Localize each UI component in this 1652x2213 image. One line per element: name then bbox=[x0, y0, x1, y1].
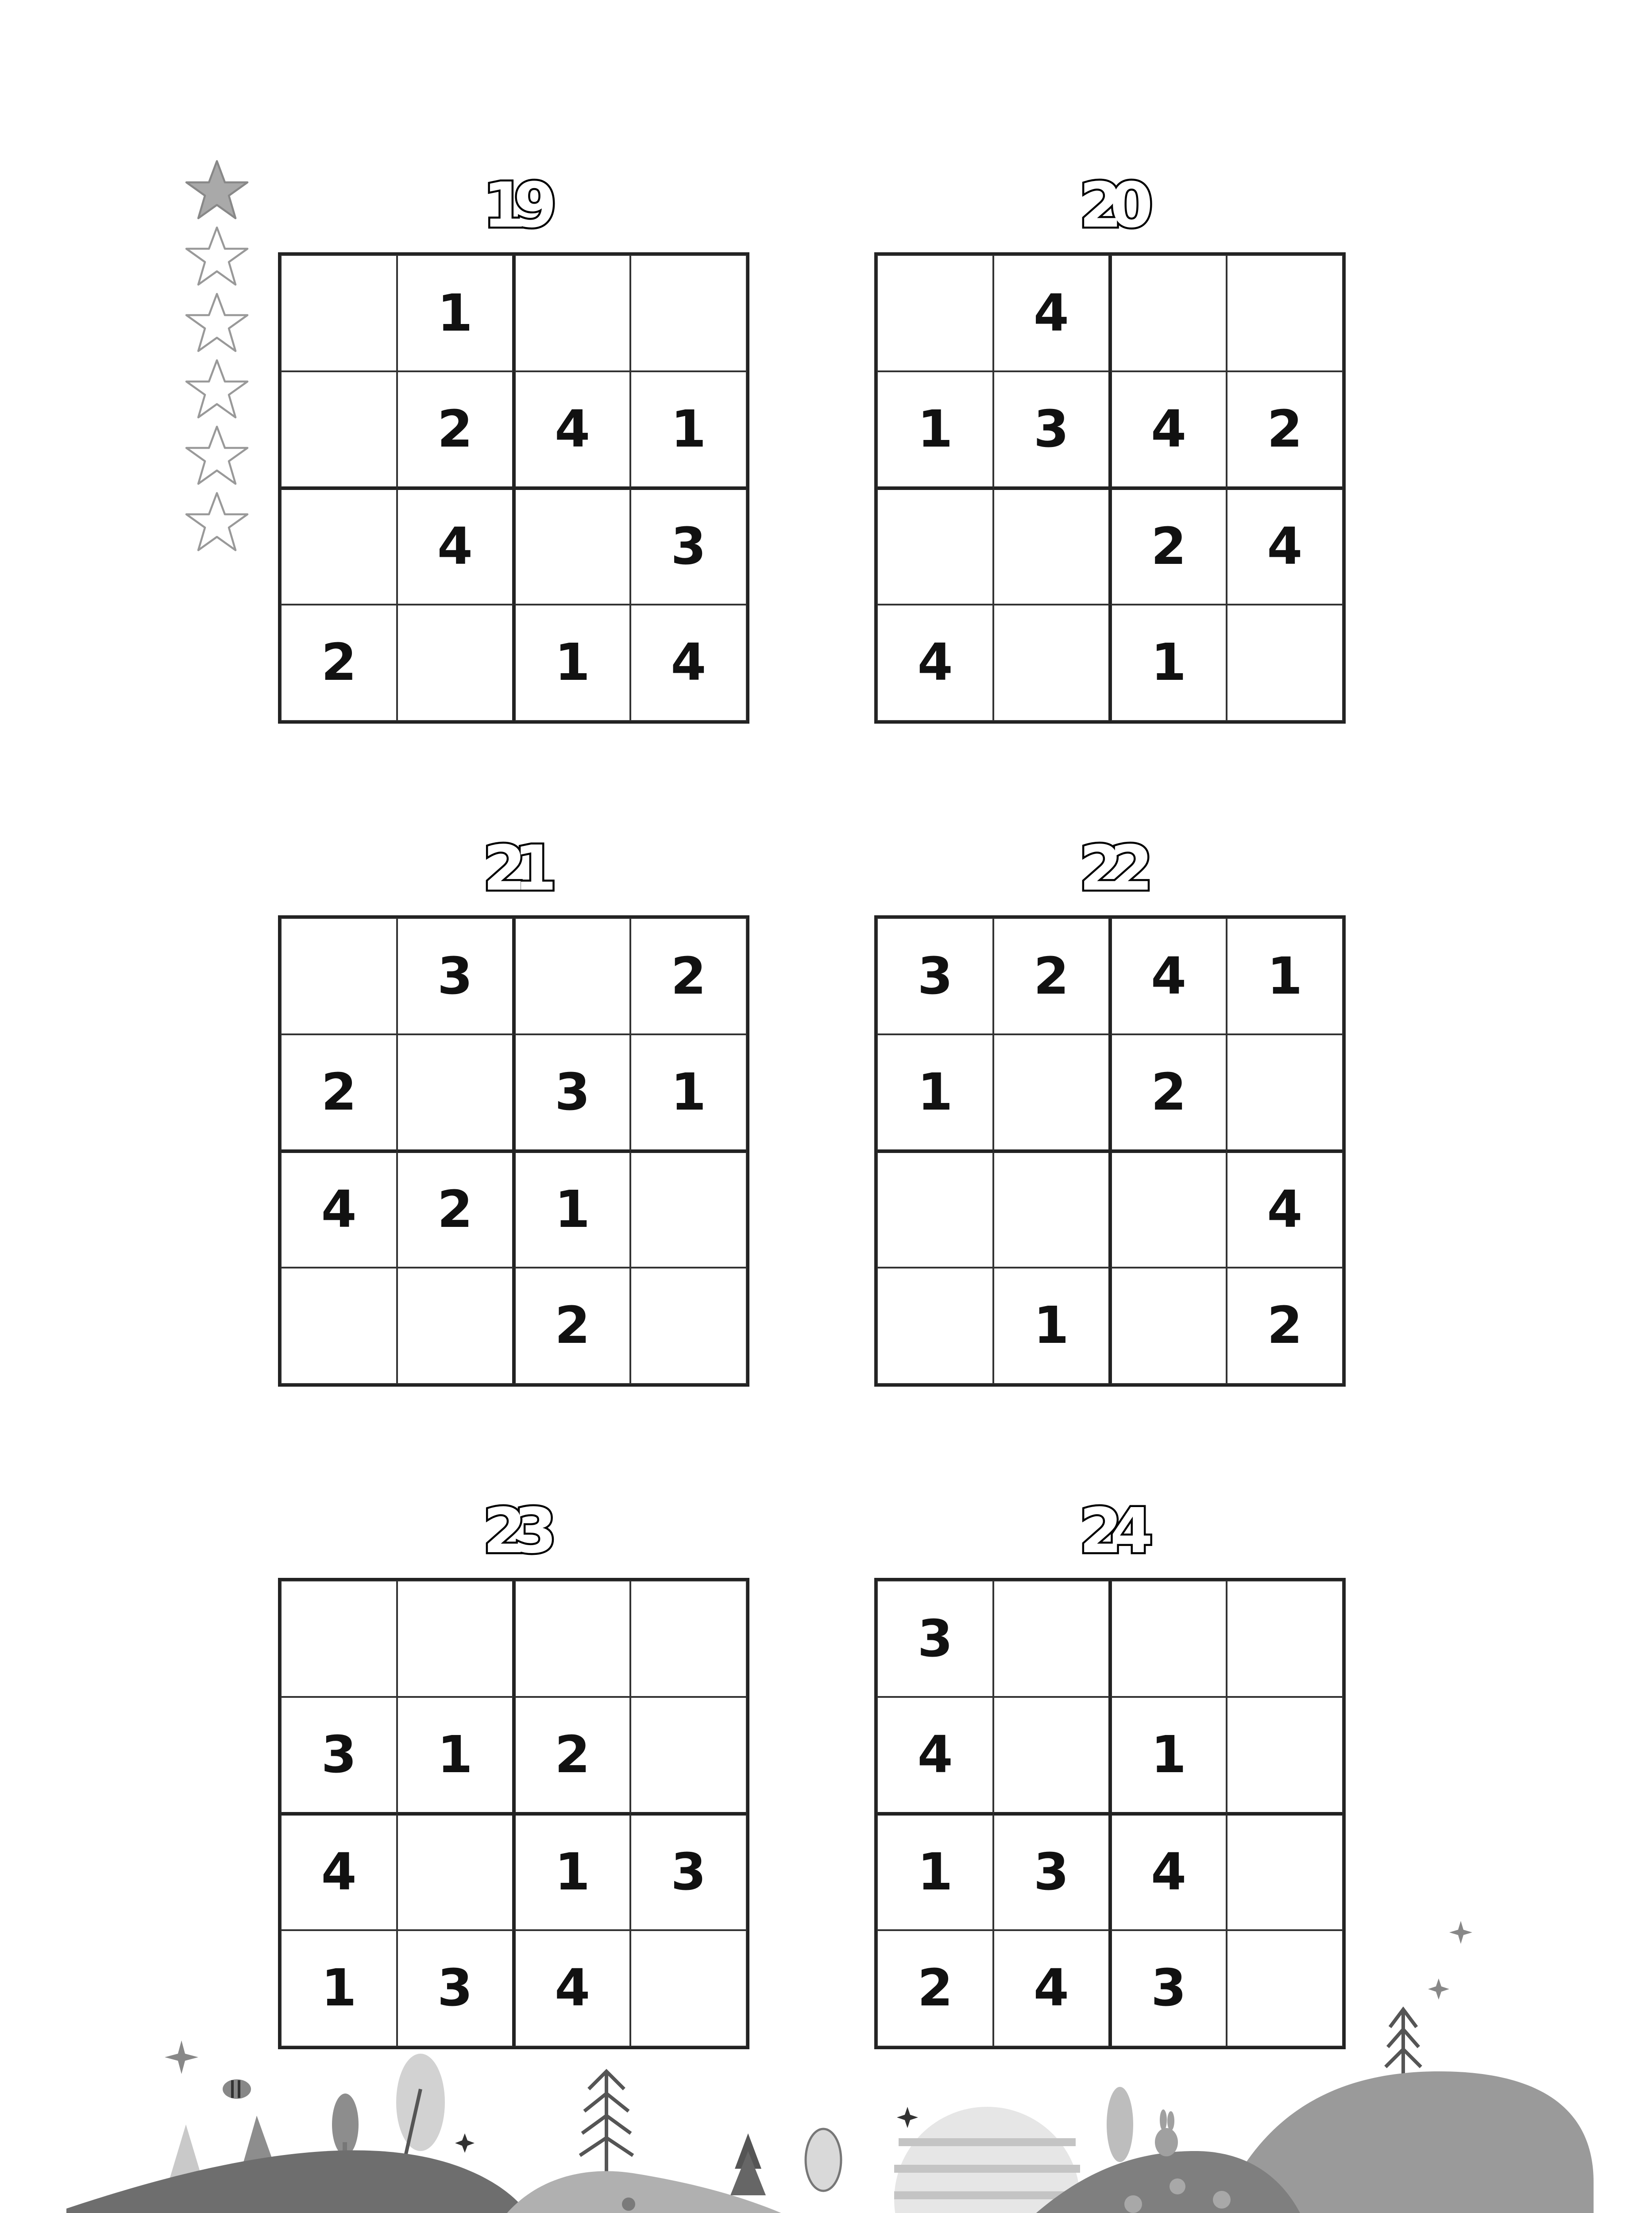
sudoku-cell-empty[interactable] bbox=[281, 488, 397, 605]
sudoku-cell-empty[interactable] bbox=[1110, 1151, 1227, 1268]
sudoku-cell-given: 3 bbox=[397, 918, 513, 1034]
puzzle-number: 20 bbox=[1079, 170, 1141, 242]
sudoku-cell-empty[interactable] bbox=[514, 488, 630, 605]
bee-icon bbox=[223, 2079, 251, 2099]
star-icon-empty bbox=[184, 224, 250, 290]
puzzle-number: 22 bbox=[1079, 833, 1141, 905]
sudoku-cell-given: 1 bbox=[877, 1034, 993, 1151]
sudoku-cell-empty[interactable] bbox=[993, 605, 1110, 721]
sudoku-grid bbox=[278, 252, 749, 724]
sudoku-cell-given: 3 bbox=[877, 1581, 993, 1697]
sudoku-cell-empty[interactable] bbox=[514, 255, 630, 371]
sudoku-cell-given: 1 bbox=[514, 1151, 630, 1268]
sudoku-cell-given: 1 bbox=[1227, 918, 1343, 1034]
sudoku-cell-empty[interactable] bbox=[993, 1581, 1110, 1697]
difficulty-rating bbox=[184, 157, 250, 555]
sudoku-cell-empty[interactable] bbox=[877, 1151, 993, 1268]
sudoku-cell-empty[interactable] bbox=[514, 1581, 630, 1697]
sudoku-cell-empty[interactable] bbox=[993, 1034, 1110, 1151]
sudoku-cell-empty[interactable] bbox=[993, 1697, 1110, 1813]
sudoku-cell-given: 4 bbox=[1110, 918, 1227, 1034]
sudoku-puzzle bbox=[278, 170, 749, 724]
sudoku-cell-given: 1 bbox=[630, 1034, 747, 1151]
sudoku-cell-given: 1 bbox=[397, 255, 513, 371]
sudoku-cell-empty[interactable] bbox=[993, 488, 1110, 605]
sudoku-grid bbox=[874, 915, 1346, 1387]
sudoku-cell-given: 1 bbox=[993, 1268, 1110, 1384]
sudoku-cell-empty[interactable] bbox=[397, 605, 513, 721]
sudoku-cell-empty[interactable] bbox=[281, 1581, 397, 1697]
sudoku-grid bbox=[278, 915, 749, 1387]
sudoku-cell-given: 4 bbox=[514, 1930, 630, 2047]
sudoku-cell-empty[interactable] bbox=[877, 255, 993, 371]
sudoku-cell-given: 3 bbox=[993, 1814, 1110, 1930]
sudoku-puzzle bbox=[278, 833, 749, 1387]
sudoku-cell-empty[interactable] bbox=[397, 1034, 513, 1151]
sudoku-cell-given: 4 bbox=[281, 1151, 397, 1268]
sudoku-cell-given: 2 bbox=[877, 1930, 993, 2047]
sudoku-cell-empty[interactable] bbox=[630, 1697, 747, 1813]
star-icon-empty bbox=[184, 290, 250, 356]
sudoku-cell-given: 1 bbox=[514, 605, 630, 721]
sudoku-cell-given: 1 bbox=[877, 1814, 993, 1930]
striped-sun bbox=[894, 2107, 1080, 2213]
sudoku-cell-given: 4 bbox=[514, 371, 630, 488]
sudoku-cell-given: 3 bbox=[993, 371, 1110, 488]
sudoku-cell-given: 2 bbox=[281, 1034, 397, 1151]
sudoku-cell-given: 2 bbox=[1227, 1268, 1343, 1384]
star-icon-empty bbox=[184, 356, 250, 423]
sudoku-cell-given: 1 bbox=[877, 371, 993, 488]
sudoku-cell-empty[interactable] bbox=[993, 1151, 1110, 1268]
sudoku-cell-given: 1 bbox=[1110, 605, 1227, 721]
sudoku-cell-empty[interactable] bbox=[281, 918, 397, 1034]
sudoku-cell-given: 2 bbox=[630, 918, 747, 1034]
sudoku-cell-empty[interactable] bbox=[630, 1581, 747, 1697]
sudoku-cell-given: 4 bbox=[877, 605, 993, 721]
sudoku-puzzle bbox=[874, 170, 1346, 724]
sudoku-cell-empty[interactable] bbox=[514, 918, 630, 1034]
sudoku-cell-given: 4 bbox=[397, 488, 513, 605]
sudoku-cell-empty[interactable] bbox=[1110, 1581, 1227, 1697]
sparkle-icon bbox=[165, 1921, 1472, 2153]
star-icon-empty bbox=[184, 423, 250, 489]
hills-landscape-illustration bbox=[0, 1894, 1652, 2213]
sudoku-cell-given: 3 bbox=[397, 1930, 513, 2047]
sudoku-cell-given: 3 bbox=[281, 1697, 397, 1813]
rabbit-icon bbox=[1155, 2109, 1178, 2156]
sudoku-cell-given: 2 bbox=[993, 918, 1110, 1034]
star-icon-filled bbox=[184, 157, 250, 224]
sudoku-cell-empty[interactable] bbox=[281, 255, 397, 371]
sudoku-cell-empty[interactable] bbox=[630, 1151, 747, 1268]
sudoku-cell-empty[interactable] bbox=[1227, 1697, 1343, 1813]
sudoku-cell-empty[interactable] bbox=[877, 1268, 993, 1384]
sudoku-cell-empty[interactable] bbox=[1227, 1034, 1343, 1151]
sudoku-cell-given: 2 bbox=[1110, 1034, 1227, 1151]
star-icon-empty bbox=[184, 489, 250, 555]
sudoku-cell-empty[interactable] bbox=[397, 1268, 513, 1384]
sudoku-cell-given: 3 bbox=[514, 1034, 630, 1151]
puzzle-number: 23 bbox=[483, 1495, 544, 1567]
sudoku-cell-given: 1 bbox=[630, 371, 747, 488]
sudoku-cell-given: 1 bbox=[397, 1697, 513, 1813]
sudoku-cell-empty[interactable] bbox=[397, 1581, 513, 1697]
sudoku-cell-given: 4 bbox=[993, 255, 1110, 371]
sudoku-cell-empty[interactable] bbox=[1110, 1268, 1227, 1384]
sudoku-cell-given: 3 bbox=[1110, 1930, 1227, 2047]
sudoku-cell-empty[interactable] bbox=[1227, 605, 1343, 721]
sudoku-cell-empty[interactable] bbox=[1227, 255, 1343, 371]
hill-left-dark bbox=[66, 2150, 553, 2213]
sudoku-cell-given: 4 bbox=[281, 1814, 397, 1930]
sudoku-cell-empty[interactable] bbox=[1110, 255, 1227, 371]
sudoku-cell-empty[interactable] bbox=[281, 1268, 397, 1384]
sudoku-cell-empty[interactable] bbox=[1227, 1581, 1343, 1697]
sudoku-cell-given: 4 bbox=[1227, 1151, 1343, 1268]
sudoku-cell-given: 4 bbox=[1227, 488, 1343, 605]
sudoku-cell-given: 2 bbox=[514, 1697, 630, 1813]
sudoku-cell-given: 2 bbox=[1110, 488, 1227, 605]
sudoku-cell-empty[interactable] bbox=[630, 255, 747, 371]
sudoku-cell-empty[interactable] bbox=[630, 1268, 747, 1384]
sudoku-cell-given: 4 bbox=[877, 1697, 993, 1813]
sudoku-cell-given: 2 bbox=[397, 1151, 513, 1268]
sudoku-puzzle bbox=[874, 833, 1346, 1387]
sudoku-cell-empty[interactable] bbox=[281, 371, 397, 488]
sudoku-cell-empty[interactable] bbox=[877, 488, 993, 605]
sudoku-grid bbox=[874, 252, 1346, 724]
sudoku-cell-given: 4 bbox=[1110, 1814, 1227, 1930]
puzzle-number: 19 bbox=[483, 170, 544, 242]
sudoku-cell-given: 3 bbox=[877, 918, 993, 1034]
sudoku-cell-given: 3 bbox=[630, 1814, 747, 1930]
puzzle-number: 21 bbox=[483, 833, 544, 905]
sudoku-cell-given: 3 bbox=[630, 488, 747, 605]
sudoku-cell-given: 4 bbox=[993, 1930, 1110, 2047]
sudoku-cell-given: 2 bbox=[281, 605, 397, 721]
sudoku-cell-given: 2 bbox=[514, 1268, 630, 1384]
puzzle-number: 24 bbox=[1079, 1495, 1141, 1567]
sudoku-cell-given: 2 bbox=[397, 371, 513, 488]
sudoku-cell-given: 4 bbox=[630, 605, 747, 721]
sudoku-cell-given: 1 bbox=[514, 1814, 630, 1930]
sudoku-cell-given: 1 bbox=[1110, 1697, 1227, 1813]
sudoku-cell-given: 4 bbox=[1110, 371, 1227, 488]
sudoku-cell-given: 1 bbox=[281, 1930, 397, 2047]
sudoku-cell-given: 2 bbox=[1227, 371, 1343, 488]
